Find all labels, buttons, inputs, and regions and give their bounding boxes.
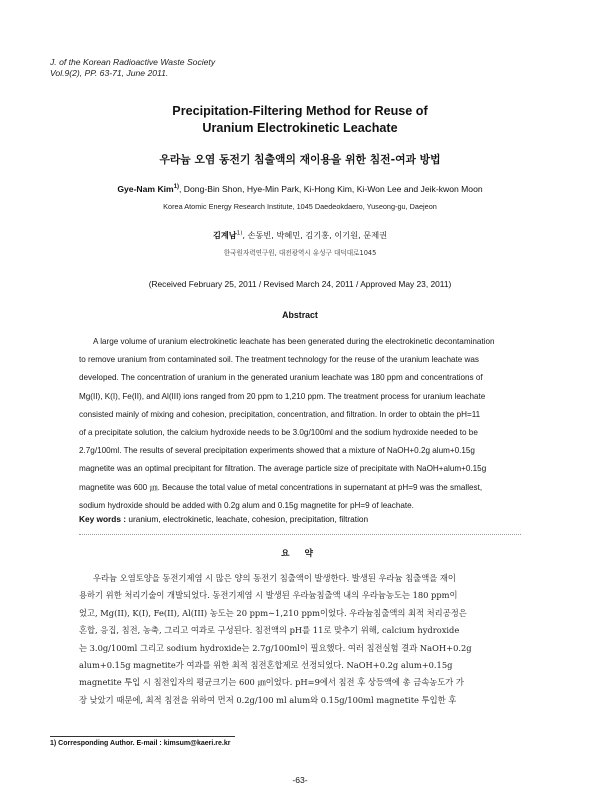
abstract-line: Mg(II), K(I), Fe(II), and Al(III) ions ranged from 20 ppm to 1,210 ppm. The treatment process for uranium leachate [79,391,486,401]
korean-abstract-line: alum+0.15g magnetite가 여과를 위한 최적 침전혼합제로 선정되었다. NaOH+0.2g alum+0.15g [79,660,453,671]
korean-abstract-line: 혼합, 응집, 침전, 농축, 그리고 여과로 구성된다. 침전액의 pH를 11로 맞추기 위해, calcium hydroxide [79,625,460,636]
korean-lead-author: 김계남 [212,230,237,240]
abstract-line: developed. The concentration of uranium in the generated uranium leachate was 180 ppm and concentrations of [79,373,483,383]
keywords-text: uranium, electrokinetic, leachate, cohesion, precipitation, filtration [126,514,369,524]
korean-lead-author-mark: 1) [236,230,243,237]
korean-abstract-line: 었고, Mg(II), K(I), Fe(II), Al(III) 농도는 20 ppm∼1,210 ppm이었다. 우라늄침출액의 최적 처리공정은 [79,607,467,618]
journal-citation [50,57,215,79]
received-dates: (Received February 25, 2011 / Revised March 24, 2011 / Approved May 23, 2011) [148,279,452,289]
abstract-line: magnetite was an optimal precipitant for filtration. The average particle size of precipitate with NaOH+alum+0.15g [79,464,487,474]
abstract-heading: Abstract [282,310,318,320]
co-authors: , Dong-Bin Shon, Hye-Min Park, Ki-Hong Kim, Ki-Won Lee and Jeik-kwon Moon [179,184,483,194]
korean-abstract-body [79,570,521,709]
lead-author-mark: 1) [173,184,180,191]
keywords-label: Key words : [79,514,127,524]
korean-abstract-line: 장 낮았기 때문에, 최적 침전을 위하여 먼저 0.2g/100 ml alum와 0.15g/100ml magnetite 투입한 후 [79,694,457,705]
paper-title-line1: Precipitation-Filtering Method for Reuse of [172,104,428,118]
korean-authors [0,230,600,241]
abstract-line: of a precipitate solution, the calcium hydroxide needs to be 3.0g/100ml and the sodium hydroxide needed to be [79,428,478,438]
abstract-line: magnetite was 600 ㎛. Because the total value of metal concentrations in supernatant at pH=9 was the smallest, [79,482,483,492]
corresponding-author-footnote: 1) Corresponding Author. E-mail : kimsum@kaeri.re.kr [50,740,231,747]
abstract-line: to remove uranium from contaminated soil. The treatment technology for the reuse of the uranium leachate was [79,355,479,365]
affiliation: Korea Atomic Energy Research Institute, 1045 Daedeokdaero, Yuseong-gu, Daejeon [163,202,437,211]
footnote-rule [50,736,235,737]
authors [0,184,600,194]
korean-abstract-line: magnetite 투입 시 침전입자의 평균크기는 600 ㎛이었다. pH=9에서 침전 후 상등액에 총 금속농도가 가 [79,677,464,688]
journal-name: J. of the Korean Radioactive Waste Society [50,57,216,67]
abstract-line: A large volume of uranium electrokinetic leachate has been generated during the electrokinetic decontamination [93,337,495,346]
korean-abstract-heading: 요 약 [280,549,320,559]
korean-abstract-line: 용하기 위한 처리기술이 개발되었다. 동전기제염 시 발생된 우라늄침출액 내의 우라늄농도는 180 ppm이 [79,590,458,601]
korean-abstract-line: 는 3.0g/100ml 그리고 sodium hydroxide는 2.7g/100ml이 필요했다. 여러 침전실험 결과 NaOH+0.2g [79,642,472,653]
korean-title: 우라늄 오염 동전기 침출액의 재이용을 위한 침전-여과 방법 [159,153,441,166]
abstract-line: 2.7g/100ml. The results of several precipitation experiments showed that a mixture of NaOH+0.2g alum+0.15g [79,446,475,456]
section-divider [79,534,521,535]
journal-volume: Vol.9(2), PP. 63-71, June 2011. [50,68,169,78]
lead-author: Gye-Nam Kim [117,184,174,194]
abstract-line: sodium hydroxide should be added with 0.2g alum and 0.15g magnetite for pH=9 of leachate. [79,500,414,510]
abstract-line: consisted mainly of mixing and cohesion, precipitation, concentration, and filtration. In order to obtain the pH=11 [79,409,481,419]
korean-co-authors: , 손동빈, 박혜민, 김기홍, 이기원, 문제권 [242,230,388,240]
paper-title-line2: Uranium Electrokinetic Leachate [202,121,398,135]
korean-abstract-line: 우라늄 오염토양을 동전기제염 시 많은 양의 동전기 침출액이 발생한다. 발생된 우라늄 침출액을 재이 [93,573,456,583]
page-number: -63- [292,775,308,785]
keywords [79,514,368,524]
korean-affiliation: 한국원자력연구원, 대전광역시 유성구 대덕대로1045 [223,249,377,257]
abstract-body [79,333,521,515]
